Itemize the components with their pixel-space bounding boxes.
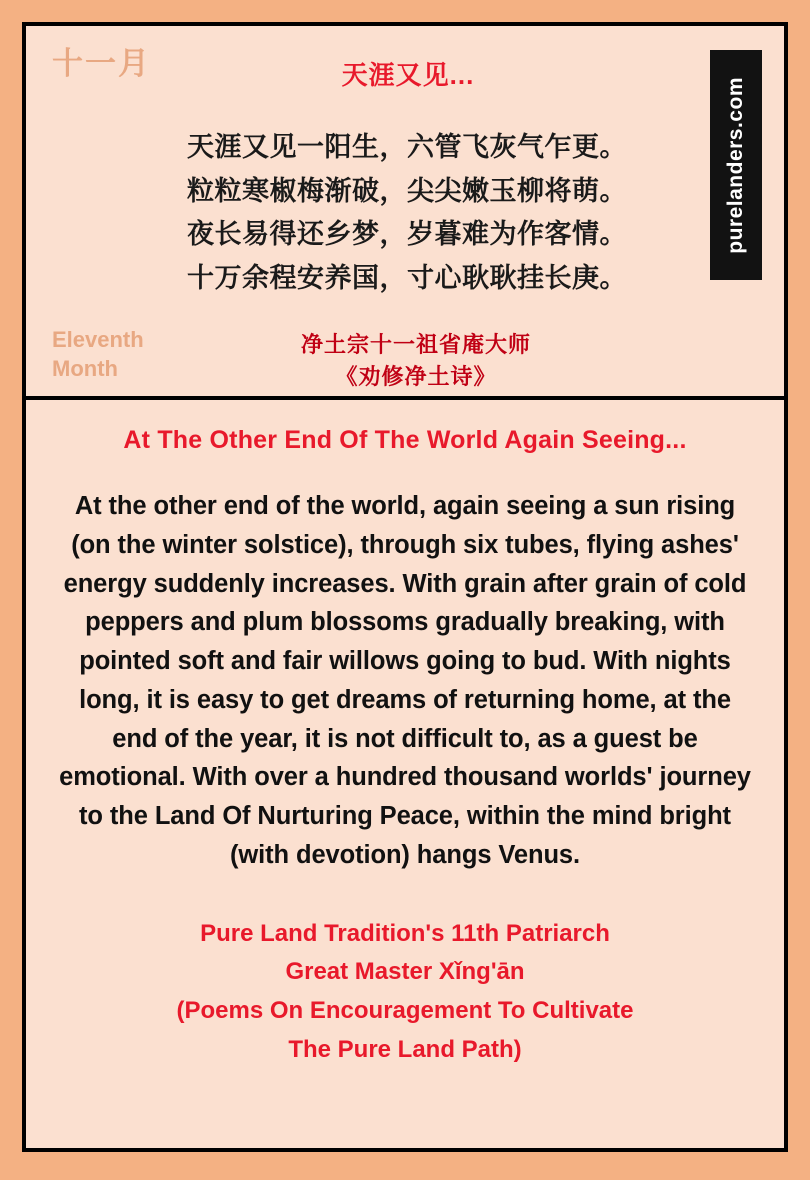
chinese-poem: [46, 126, 764, 301]
english-attribution-line: Great Master Xǐng'ān: [285, 958, 525, 986]
chinese-poem-line: 粒粒寒椒梅渐破，尖尖嫩玉柳将萌。: [187, 175, 627, 206]
watermark-badge: [710, 50, 762, 280]
chinese-attribution-line: 《劝修净土诗》: [335, 363, 497, 389]
month-label-english: Eleventh Month: [52, 327, 144, 381]
month-label-chinese: 十一月: [52, 46, 151, 81]
english-attribution: [56, 915, 754, 1071]
poster-frame: [22, 22, 788, 1152]
english-title: At The Other End Of The World Again Seeing...: [123, 426, 687, 454]
chinese-attribution: [46, 329, 764, 393]
chinese-poem-line: 十万余程安养国，寸心耿耿挂长庚。: [187, 263, 627, 294]
watermark-label: purelanders.com: [724, 76, 747, 254]
english-panel: [26, 400, 784, 1148]
chinese-poem-line: 天涯又见一阳生，六管飞灰气乍更。: [187, 132, 627, 162]
english-attribution-line: The Pure Land Path): [288, 1036, 522, 1064]
english-attribution-line: (Poems On Encouragement To Cultivate: [176, 997, 634, 1025]
chinese-panel: [26, 26, 784, 400]
english-attribution-line: Pure Land Tradition's 11th Patriarch: [200, 919, 610, 947]
chinese-poem-line: 夜长易得还乡梦，岁暮难为作客情。: [187, 219, 627, 250]
chinese-attribution-line: 净土宗十一祖省庵大师: [300, 331, 531, 357]
chinese-title: 天涯又见...: [341, 60, 475, 90]
english-body: At the other end of the world, again seeing a sun rising (on the winter solstice), through six tubes, flying ashes' energy suddenly increases. With grain after grain of cold peppers and plum blossoms gradually breaking, with pointed soft and fair willows going to bud. With nights long, it is easy to get dreams of returning home, at the end of the year, it is not difficult to, as a guest be emotional. With over a hundred thousand worlds' journey to the Land Of Nurturing Peace, within the mind bright (with devotion) hangs Venus.: [59, 492, 751, 869]
